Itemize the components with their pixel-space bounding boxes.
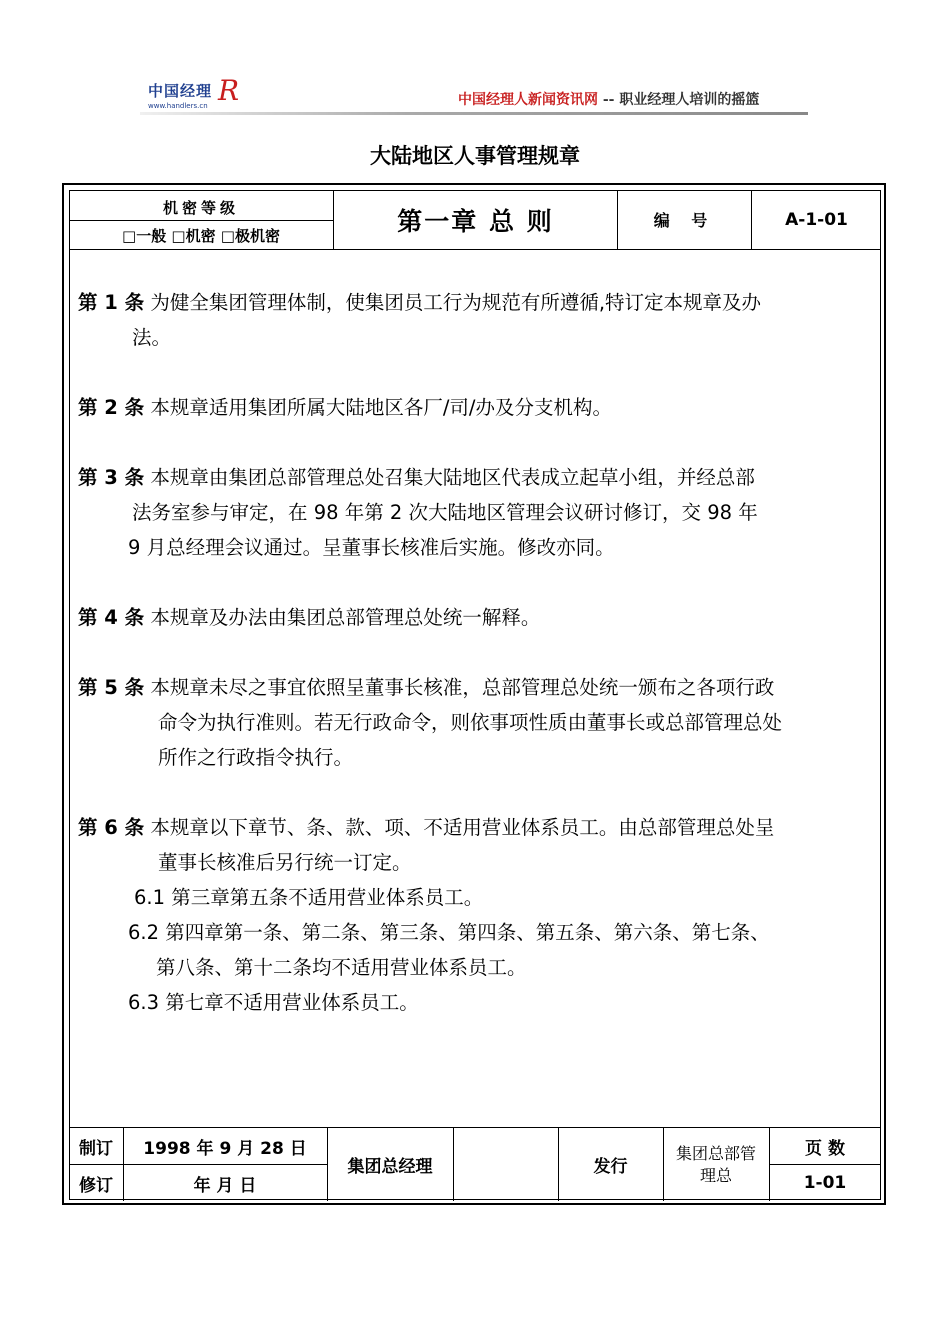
banner-tagline-black: -- 职业经理人培训的摇篮 — [598, 92, 760, 108]
article-text: 本规章由集团总部管理总处召集大陆地区代表成立起草小组，并经总部 — [150, 466, 755, 489]
article-text: 本规章以下章节、条、款、项、不适用营业体系员工。由总部管理总处呈 — [150, 816, 775, 839]
pages-label: 页 数 — [805, 1138, 845, 1159]
article-2 — [78, 390, 878, 425]
article-5 — [78, 670, 878, 775]
article-text: 本规章适用集团所属大陆地区各厂/司/办及分支机构。 — [150, 396, 612, 419]
article-text: 本规章未尽之事宜依照呈董事长核准，总部管理总处统一颁布之各项行政 — [150, 676, 775, 699]
confidentiality-title: 机密等级 — [69, 193, 333, 221]
made-date: 1998 年 9 月 28 日 — [143, 1138, 307, 1159]
article-text-cont: 9 月总经理会议通过。呈董事长核准后实施。修改亦同。 — [128, 536, 615, 559]
article-number: 第 5 条 — [78, 676, 145, 699]
made-label: 制订 — [79, 1138, 113, 1159]
document-title: 大陆地区人事管理规章 — [370, 144, 580, 168]
banner-tagline — [458, 89, 759, 109]
issuer: 集团总部管理总 — [675, 1143, 756, 1185]
article-text-cont: 法。 — [132, 326, 172, 349]
article-3 — [78, 460, 878, 565]
article-text-cont: 董事长核准后另行统一订定。 — [158, 851, 412, 874]
chapter-title: 第一章 总 则 — [334, 190, 618, 249]
issue-label: 发行 — [593, 1157, 628, 1177]
logo-text: 中国经理 — [148, 82, 213, 100]
article-number: 第 6 条 — [78, 816, 145, 839]
revised-date: 年 月 日 — [193, 1175, 257, 1196]
sub-item-cont: 第八条、第十二条均不适用营业体系员工。 — [156, 956, 527, 979]
article-number: 第 2 条 — [78, 396, 145, 419]
confidentiality-options: □一般 □机密 □极机密 — [122, 227, 280, 245]
article-number: 第 1 条 — [78, 291, 145, 314]
footer-divider — [663, 1128, 664, 1201]
footer-table — [69, 1127, 881, 1201]
sub-item: 6.2 第四章第一条、第二条、第三条、第四条、第五条、第六条、第七条、 — [128, 921, 770, 944]
article-text-cont: 命令为执行准则。若无行政命令，则依事项性质由董事长或总部管理总处 — [158, 711, 783, 734]
article-text: 本规章及办法由集团总部管理总处统一解释。 — [150, 606, 541, 629]
article-text-cont: 所作之行政指令执行。 — [158, 746, 354, 769]
footer-divider — [453, 1128, 454, 1201]
logo-mark-icon: R — [218, 74, 240, 107]
article-text: 为健全集团管理体制，使集团员工行为规范有所遵循,特订定本规章及办 — [150, 291, 762, 314]
header-table — [69, 190, 881, 250]
article-6 — [78, 810, 878, 1020]
revised-label: 修订 — [79, 1175, 113, 1196]
article-number: 第 3 条 — [78, 466, 145, 489]
site-logo — [148, 74, 240, 110]
sub-item: 6.1 第三章第五条不适用营业体系员工。 — [134, 886, 484, 909]
logo-url: www.handlers.cn — [148, 102, 208, 110]
sub-item: 6.3 第七章不适用营业体系员工。 — [128, 991, 419, 1014]
pages-value: 1-01 — [803, 1173, 847, 1193]
article-4 — [78, 600, 878, 635]
article-text-cont: 法务室参与审定，在 98 年第 2 次大陆地区管理会议研讨修订，交 98 年 — [132, 501, 758, 524]
article-1 — [78, 285, 878, 355]
banner-tagline-red: 中国经理人新闻资讯网 — [458, 92, 598, 108]
confidentiality-cell — [69, 190, 334, 249]
approver: 集团总经理 — [347, 1157, 433, 1177]
document-body — [78, 285, 878, 1020]
number-label: 编 号 — [618, 190, 752, 249]
banner-divider — [140, 112, 808, 115]
article-number: 第 4 条 — [78, 606, 145, 629]
number-value: A-1-01 — [785, 209, 848, 230]
